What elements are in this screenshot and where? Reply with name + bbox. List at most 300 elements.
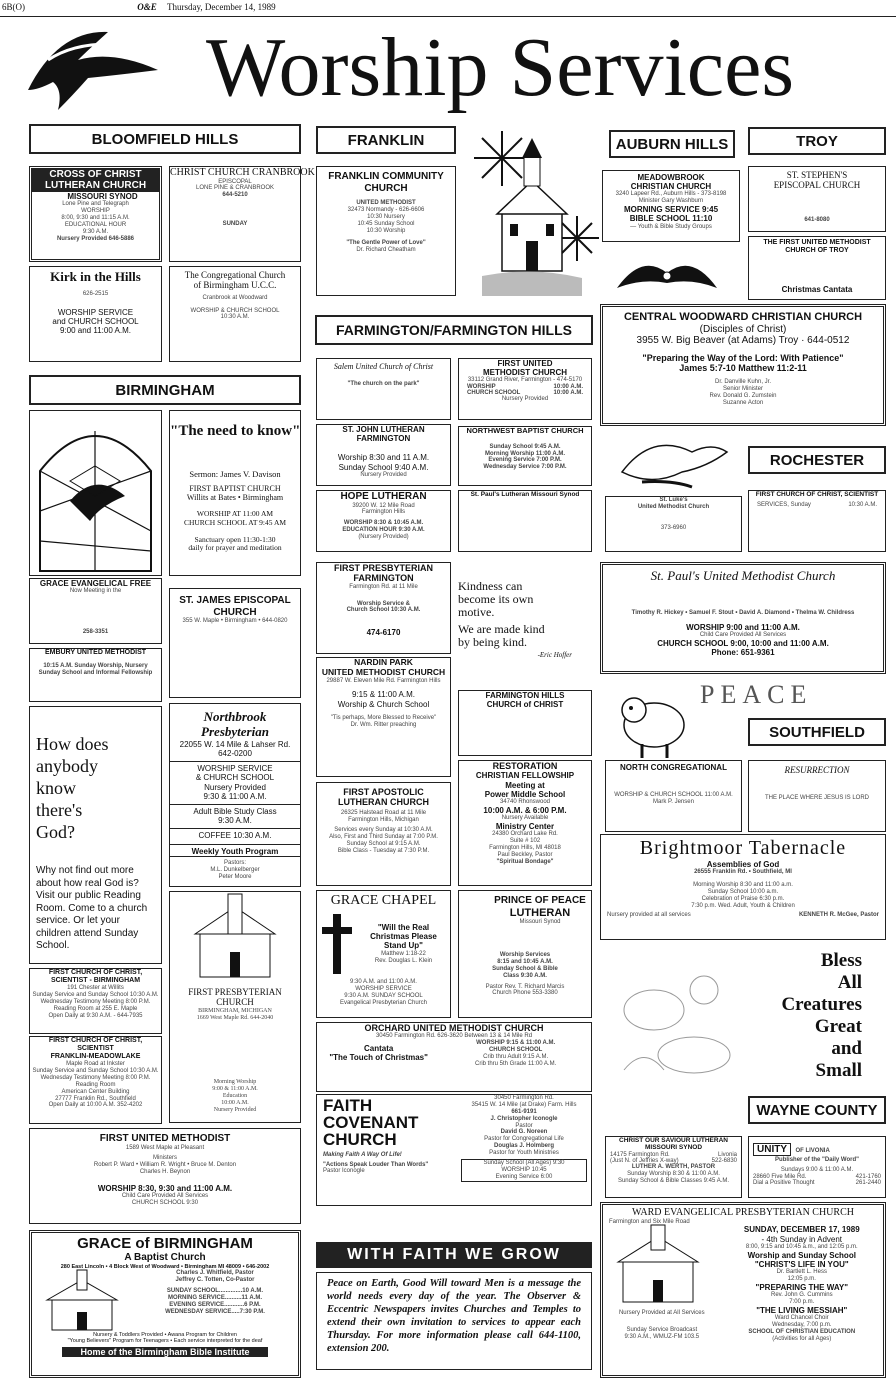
nardin-addr: 29887 W. Eleven Mile Rd. Farmington Hills [326, 677, 441, 684]
st-pauls-mo-name: St. Paul's Lutheran Missouri Synod [470, 491, 580, 498]
grace-chapel-ad [316, 890, 451, 1018]
ward-nursery: Nursery Provided at All Services [618, 1310, 705, 1317]
nardin-name2: UNITED METHODIST CHURCH [321, 666, 446, 677]
troy-umc-name: THE FIRST UNITED METHODIST [763, 239, 871, 246]
ward-t3: 7:00 p.m. [789, 1298, 815, 1305]
oumc-name: ORCHARD UNITED METHODIST CHURCH [364, 1023, 544, 1033]
fcs-roch-l1: SERVICES, Sunday [757, 502, 811, 509]
fumcb-l2: Child Care Provided All Services [121, 1193, 209, 1200]
how-does-ad [29, 706, 162, 964]
gob-p1: Charles J. Whitfield, Pastor [176, 1270, 254, 1277]
rcf-name2: CHRISTIAN FELLOWSHIP [475, 771, 575, 781]
ward-l1: Worship and Sunday School [747, 1250, 856, 1260]
cw-min2: Rev. Donald G. Zumstein [709, 393, 777, 400]
fcs-roch-row [749, 498, 885, 508]
first-umc-troy-ad [748, 236, 886, 300]
oumc-cantata: Cantata [363, 1044, 394, 1054]
cw-min3: Suzanne Acton [722, 400, 764, 406]
gef-addr: Now Meeting in the [69, 588, 122, 595]
kindness-l2: become its own [458, 592, 534, 606]
fumc-farm-addr: 33112 Grand River, Farmington - 474-5170 [467, 377, 583, 384]
embury-umc-ad [29, 648, 162, 702]
oumc-l3: Crib thru Adult 9:15 A.M. [483, 1054, 549, 1061]
farmington-hills-coc-ad [458, 690, 592, 756]
kirk-in-hills-ad [29, 266, 162, 362]
page-ref: 6B(O) [2, 2, 25, 12]
fsf-l5: 27777 Franklin Rd., Southfield [55, 1095, 136, 1102]
spumc-l2: Child Care Provided All Services [699, 632, 787, 639]
st-stephens-name: ST. STEPHEN'S [786, 170, 848, 180]
congr-name: The Congregational Church [184, 270, 286, 280]
ward-t2: 12:05 p.m. [787, 1275, 816, 1282]
nb-phone: 642-0200 [218, 749, 252, 759]
oumc-l4: Crib thru 5th Grade 11:00 A.M. [475, 1060, 557, 1067]
gc-quote3: Stand Up" [384, 941, 423, 951]
pp-l1: Worship Services [499, 952, 551, 959]
how-l3: know [36, 778, 76, 798]
meadowbrook-name: MEADOWBROOK [637, 173, 705, 182]
rcf-addr: 34740 Rhonswood [499, 798, 551, 805]
franklin-l2: 10:45 Sunday School [357, 220, 415, 227]
bt-l4: 7:30 p.m. Wed. Adult, Youth & Children [691, 902, 795, 909]
bt-name: Brightmoor Tabernacle [639, 837, 847, 859]
meadowbrook-l3: — Youth & Bible Study Groups [630, 223, 712, 230]
st-john-name2: FARMINGTON [356, 434, 411, 444]
kirk-phone: 626-2515 [82, 290, 109, 297]
franklin-denom: UNITED METHODIST [356, 200, 416, 206]
st-lukes-ad [605, 496, 742, 552]
spumc-l1: WORSHIP 9:00 and 11:00 A.M. [686, 622, 800, 632]
gc-l2: WORSHIP SERVICE [355, 985, 412, 992]
church-building-illustration [170, 892, 300, 982]
ward-t1: 8:00, 9:15 and 10:45 a.m., and 12:05 p.m. [745, 1243, 858, 1250]
nb-l2: & CHURCH SCHOOL [195, 773, 275, 783]
gc-name: GRACE CHAPEL [330, 893, 437, 908]
chapel-illustration [32, 1270, 132, 1332]
cross-addr: Lone Pine and Telegraph [62, 201, 129, 208]
nc-name: NORTH CONGREGATIONAL [620, 763, 727, 772]
ward-q2: "PREPARING THE WAY" [755, 1282, 849, 1292]
how-l1: How does [36, 734, 109, 754]
st-stephens-phone: 641-8080 [804, 216, 830, 223]
gc-l3: 9:30 A.M. SUNDAY SCHOOL [344, 992, 423, 999]
fsb-l2: Wednesday Testimony Meeting 8:00 P.M. [40, 998, 151, 1005]
fumcb-names2: Charles H. Beynon [139, 1169, 191, 1176]
res-name: RESURRECTION [784, 765, 850, 775]
fumc-farm-l2: CHURCH SCHOOL [467, 390, 521, 397]
christ-cranbrook-ad [169, 166, 315, 262]
fpb-l1: Morning Worship [213, 1079, 257, 1086]
franklin-community-ad [316, 166, 456, 296]
nwb-l3: Evening Service 7:00 P.M. [488, 457, 562, 464]
how-l2: anybody [36, 756, 98, 776]
pp-name2: LUTHERAN [509, 906, 571, 919]
st-james-name: ST. JAMES EPISCOPAL [179, 595, 291, 606]
ward-radio2: 9:30 A.M., WMUZ-FM 103.5 [624, 1334, 700, 1341]
st-pauls-umc-ad [600, 562, 886, 674]
salem-ucc-ad [316, 358, 451, 420]
fc-p3: Douglas J. Holmberg [493, 1143, 554, 1150]
need-addr: Willits at Bates • Birmingham [186, 493, 284, 503]
bt-pastor: KENNETH R. McGee, Pastor [798, 911, 879, 918]
nb-l4: 9:30 & 11:00 A.M. [203, 791, 267, 801]
st-john-l3: Nursery Provided [360, 471, 407, 478]
bt-l5: Nursery provided at all services [607, 911, 691, 918]
stained-glass-illustration [29, 410, 162, 576]
oumc-l2: CHURCH SCHOOL [488, 1047, 543, 1054]
section-bloomfield: BLOOMFIELD HILLS [29, 124, 301, 154]
kindness-l1: Kindness can [458, 579, 523, 593]
fc-p2: David G. Noreen [500, 1129, 548, 1136]
st-stephens-ad [748, 166, 886, 232]
fumcb-names: Robert P. Ward • William R. Wright • Bruce M. Denton [93, 1162, 237, 1169]
salem-name: Salem United Church of Christ [333, 362, 434, 371]
troy-umc-cantata: Christmas Cantata [781, 285, 853, 295]
fumcb-min: Ministers [152, 1155, 177, 1162]
fpf-phone: 474-6170 [366, 628, 401, 638]
meadowbrook-ad [602, 170, 740, 242]
nwb-l1: Sunday School 9:45 A.M. [489, 443, 561, 450]
fumcb-addr: 1589 West Maple at Pleasant [125, 1144, 205, 1151]
cross-worship: WORSHIP [81, 208, 110, 215]
gob-addr: 280 East Lincoln • 4 Block West of Woodward • Birmingham MI 48009 • 646-2002 [60, 1263, 270, 1270]
dove-illustration [612, 432, 732, 492]
bt-addr: 26555 Franklin Rd. • Southfield, MI [694, 869, 792, 876]
nwb-l4: Wednesday Service 7:00 P.M. [483, 464, 567, 471]
congr-addr: Cranbrook at Woodward [202, 294, 268, 301]
unity-l2: 28660 Five Mile Rd. [753, 1173, 807, 1180]
kirk-line3: 9:00 and 11:00 A.M. [59, 326, 131, 336]
cross-icon [317, 909, 357, 979]
st-pauls-missouri-ad [458, 490, 592, 552]
hope-addr: 39200 W. 12 Mile Road [352, 502, 415, 509]
faith-grow-banner: WITH FAITH WE GROW [316, 1242, 592, 1268]
northbrook-ad [169, 703, 301, 887]
cos-synod: MISSOURI SYNOD [644, 1144, 703, 1152]
st-lukes-phone: 373-6960 [660, 524, 687, 531]
fpb-addr2: 1669 West Maple Rd. 644-2040 [196, 1014, 274, 1021]
rcf-l5: Ministry Center [495, 821, 555, 831]
fpb-l4: 10:00 A.M. [221, 1100, 249, 1107]
first-presby-bham-ad [169, 891, 301, 1123]
fal-l4: Bible Class - Tuesday at 7:30 P.M. [337, 848, 430, 855]
restoration-ad [458, 760, 592, 886]
fsb-addr: 191 Chester at Willits [67, 985, 124, 992]
st-john-l1: Worship 8:30 and 11 A.M. [337, 453, 430, 463]
meadowbrook-addr: 3240 Lapeer Rd., Auburn Hills - 373-8198 [615, 191, 727, 198]
rcf-l8: Farmington Hills, MI 48018 [489, 844, 561, 851]
fsb-name: FIRST CHURCH OF CHRIST, [48, 969, 143, 976]
need-quote: "The need to know" [170, 423, 301, 439]
nc-pastor: Mark P. Jensen [653, 799, 694, 806]
fhcoc-name2: CHURCH of CHRIST [486, 700, 564, 710]
cw-sermon: "Preparing the Way of the Lord: With Patience" [642, 352, 844, 363]
fc-s1: Sunday School (All Ages) 9:30 [483, 1160, 565, 1167]
oumc-l1: WORSHIP 9:15 & 11:00 A.M. [476, 1040, 556, 1047]
fal-city: Farmington Hills, Michigan [348, 816, 419, 823]
rcf-l7: Suite # 102 [509, 837, 541, 844]
fumc-farm-t1: 10:00 A.M. [553, 384, 583, 391]
section-troy: TROY [748, 127, 886, 155]
pp-l4: Class 9:30 A.M. [503, 972, 547, 979]
fpb-l2: 9:00 & 11:00 A.M. [212, 1086, 258, 1093]
fc-motto: Making Faith A Way Of Life! [323, 1152, 402, 1158]
cw-min1: Dr. Danville Kuhn, Jr. [714, 379, 772, 386]
congregational-ad [169, 266, 301, 362]
fumcb-l1: WORSHIP 8:30, 9:30 and 11:00 A.M. [97, 1184, 233, 1194]
christ-our-saviour-ad [605, 1136, 742, 1198]
kindness-l3: motive. [458, 605, 495, 619]
nardin-park-ad [316, 657, 451, 777]
fpf-name2: FARMINGTON [353, 573, 414, 584]
fpb-name: FIRST PRESBYTERIAN [188, 987, 282, 997]
emb-l2: Sunday School and Informal Fellowship [38, 669, 153, 676]
gc-quote: "Will the Real [377, 923, 430, 933]
nb-name2: Presbyterian [201, 723, 269, 739]
st-john-l2: Sunday School 9:40 A.M. [338, 462, 429, 472]
church-snowflake-illustration [462, 126, 602, 306]
nb-addr: 22055 W. 14 Mile & Lahser Rd. [179, 739, 291, 749]
ward-adv: - 4th Sunday in Advent [761, 1234, 843, 1244]
fc-p1r: Pastor [515, 1122, 533, 1129]
spumc-phone: Phone: 651-9361 [711, 648, 775, 658]
paper-name: O&E [137, 2, 157, 12]
bless-l3: Creatures [781, 994, 862, 1015]
salem-quote: "The church on the park" [347, 381, 420, 388]
date-line: Thursday, December 14, 1989 [167, 2, 276, 12]
fpf-name: FIRST PRESBYTERIAN [333, 563, 433, 573]
fpb-addr: BIRMINGHAM, MICHIGAN [198, 1007, 272, 1014]
fumcb-l3: CHURCH SCHOOL 9:30 [131, 1200, 199, 1207]
bt-footer [601, 910, 885, 918]
bt-l2: Sunday School 10:00 a.m. [707, 888, 779, 895]
how-l5: God? [36, 822, 75, 842]
cranbrook-sunday: SUNDAY [222, 221, 248, 228]
ward-l5: (Activities for all Ages) [772, 1335, 832, 1342]
grace-of-birmingham-ad [29, 1230, 301, 1378]
brightmoor-ad [600, 834, 886, 940]
first-umc-bham-ad [29, 1128, 301, 1224]
cranbrook-phone: 644-5210 [222, 192, 248, 199]
cos-pastor: LUTHER A. WERTH, PASTOR [631, 1163, 716, 1170]
nb-l9: Pastors: [223, 859, 246, 866]
grace-ev-free-ad [29, 578, 162, 644]
franklin-quote: "The Gentle Power of Love" [346, 240, 426, 247]
gc-pastor: Rev. Douglas L. Klein [374, 957, 433, 964]
congr-line1: WORSHIP & CHURCH SCHOOL [190, 307, 280, 314]
nc-l1: WORSHIP & CHURCH SCHOOL 11:00 A.M. [614, 792, 733, 799]
gob-home: Home of the Birmingham Bible Institute [62, 1347, 268, 1357]
fumc-farm-name2: METHODIST CHURCH [483, 368, 567, 378]
nb-l7: COFFEE 10:30 A.M. [198, 831, 272, 841]
need-l2: CHURCH SCHOOL AT 9:45 AM [183, 518, 287, 528]
rcf-l9: Paul Beckley, Pastor [497, 851, 553, 858]
unity-sub: Publisher of the "Daily Word" [775, 1157, 859, 1163]
troy-umc-name2: CHURCH OF TROY [785, 247, 849, 255]
fsb-l3: Reading Room at 255 E. Maple [53, 1005, 138, 1012]
nardin-quote: "Tis perhaps, More Blessed to Receive" [330, 714, 437, 721]
cw-name: CENTRAL WOODWARD CHRISTIAN CHURCH [623, 311, 863, 323]
section-southfield: SOUTHFIELD [748, 718, 886, 746]
nwb-name: NORTHWEST BAPTIST CHURCH [466, 426, 584, 435]
fc-p3r: Pastor for Youth Ministries [489, 1150, 559, 1157]
cranbrook-name: CHRIST CHURCH CRANBROOK [170, 167, 315, 178]
ward-l2: Ward Chancel Choir [774, 1314, 829, 1321]
fumc-farm-l1: WORSHIP [467, 384, 496, 391]
nardin-pastor: Dr. Wm. Ritter preaching [350, 721, 417, 728]
gob-l2: MORNING SERVICE..........11 A.M. [167, 1294, 263, 1301]
fsf-l1: Sunday Service and Sunday School 10:30 A.M. [32, 1068, 159, 1075]
pp-pastor: Pastor Rev. T. Richard Marcis [485, 983, 565, 990]
nb-l1: WORSHIP SERVICE [197, 764, 273, 774]
franklin-addr: 32473 Normandy - 626-6606 [347, 206, 425, 213]
nwb-l2: Morning Worship 11:00 A.M. [484, 450, 565, 457]
need-l3: Sanctuary open 11:30-1:30 [194, 534, 276, 544]
north-congregational-ad [605, 760, 742, 832]
gc-l1: 9:30 A.M. and 11:00 A.M. [350, 979, 417, 986]
peace-word: PEACE [700, 680, 813, 709]
fsf-name2: SCIENTIST [77, 1045, 114, 1053]
gc-quote2: Christmas Please [370, 932, 437, 942]
cross-of-christ-name: CROSS OF CHRIST LUTHERAN CHURCH [32, 169, 159, 192]
fal-name: FIRST APOSTOLIC [343, 787, 424, 797]
rcf-l1: Meeting at [505, 780, 545, 790]
fc-addr: 30450 Farmington Rd. [494, 1095, 554, 1101]
fal-l3: Sunday School at 9:15 A.M. [346, 841, 421, 848]
dove-logo [18, 20, 168, 112]
st-john-name: ST. JOHN LUTHERAN [342, 425, 425, 434]
page-title: Worship Services [205, 21, 795, 114]
kirk-line1: WORSHIP SERVICE [57, 307, 134, 317]
need-l4: daily for prayer and meditation [188, 543, 282, 553]
nb-l11: Peter Moore [218, 873, 252, 880]
franklin-pastor: Dr. Richard Cheatham [356, 247, 416, 254]
pp-synod: Missouri Synod [519, 919, 561, 926]
cos-city: Livonia [717, 1151, 737, 1158]
unity-l3: Dial a Positive Thought [753, 1179, 815, 1186]
resurrection-ad [748, 760, 886, 832]
ward-l4: SCHOOL OF CHRISTIAN EDUCATION [748, 1328, 856, 1335]
ward-presbyterian-ad [600, 1202, 886, 1378]
bless-l6: Small [815, 1060, 862, 1081]
cos-l2: Sunday School & Bible Classes 9:45 A.M. [617, 1177, 730, 1184]
cross-times: 8:00, 9:30 and 11:15 A.M. [61, 214, 130, 221]
ward-addr: Farmington and Six Mile Road [609, 1218, 690, 1225]
ward-church-illustration [603, 1225, 713, 1305]
cos-addr: 14175 Farmington Rd. [610, 1151, 670, 1158]
fal-l2: Also, First and Third Sunday at 7:00 P.M. [329, 834, 438, 841]
section-wayne: WAYNE COUNTY [748, 1096, 886, 1124]
fc-s3: Evening Service 6:00 [495, 1173, 553, 1180]
unity-l1: Sundays 9:00 & 11:00 A.M. [780, 1166, 854, 1173]
hope-l1: WORSHIP 8:30 & 10:45 A.M. [343, 520, 424, 527]
gc-l4: Evangelical Presbyterian Church [339, 999, 428, 1006]
fc-name1: FAITH [323, 1096, 373, 1115]
bt-l3: Celebration of Praise 6:30 p.m. [701, 895, 785, 902]
hope-name: HOPE LUTHERAN [340, 491, 427, 502]
pp-name: PRINCE OF PEACE [494, 895, 586, 906]
northwest-baptist-ad [458, 426, 592, 486]
ward-name: WARD EVANGELICAL PRESBYTERIAN CHURCH [632, 1207, 854, 1218]
animals-illustration [604, 950, 744, 1090]
fumc-farm-name: FIRST UNITED [497, 359, 553, 368]
faith-covenant-ad [316, 1094, 592, 1206]
fal-addr: 26325 Halstead Road at 11 Mile [340, 809, 427, 816]
fsf-name3: FRANKLIN-MEADOWLAKE [50, 1053, 141, 1061]
congr-line2: 10:30 A.M. [220, 314, 250, 321]
st-lukes-name: St. Luke's [659, 497, 688, 503]
nardin-l1: Worship & Church School [337, 699, 430, 709]
faith-grow-msg: Peace on Earth, Good Will toward Men is a message the world needs every day of the year. The Observer & Eccentric Newspapers invites Churches and Temples to extend their own invitation to services to appear each Thursday. For more information please call 644-1100, extension 200. [327, 1278, 581, 1354]
cos-addr2: (Just N. of Jeffries X-way) [610, 1157, 679, 1164]
nb-l10: M.L. Dunkelberger [210, 866, 260, 873]
bless-l5: and [831, 1038, 862, 1059]
cos-l1: Sunday Worship 8:30 & 11:00 A.M. [627, 1170, 720, 1177]
ward-q3: "THE LIVING MESSIAH" [756, 1305, 848, 1315]
fc-name2: COVENANT [323, 1113, 419, 1132]
st-lukes-name2: United Methodist Church [637, 503, 710, 510]
nb-l5: Adult Bible Study Class [193, 807, 277, 816]
fpf-l1: Worship Service & [357, 600, 410, 607]
unity-p2: 261-2440 [855, 1179, 881, 1186]
hope-l2: EDUCATION HOUR 9:30 A.M. [342, 527, 425, 534]
kirk-name: Kirk in the Hills [50, 269, 141, 284]
rcf-name: RESTORATION [492, 761, 558, 771]
cos-name: CHRIST OUR SAVIOUR LUTHERAN [619, 1137, 728, 1144]
section-rochester: ROCHESTER [748, 446, 886, 474]
cw-verse: James 5:7-10 Matthew 11:2-11 [679, 362, 807, 373]
cranbrook-denom: EPISCOPAL [218, 178, 252, 185]
fumc-farm-t2: 10:00 A.M. [553, 390, 583, 397]
franklin-l1: 10:30 Nursery [367, 213, 405, 220]
gc-ref: Matthew 1:18-22 [381, 950, 426, 957]
nb-l3: Nursery Provided [204, 782, 266, 792]
rcf-l3: 10:00 A.M. & 6:00 P.M. [483, 805, 567, 815]
hope-l3: (Nursery Provided) [358, 534, 409, 541]
section-franklin: FRANKLIN [316, 126, 456, 154]
cross-synod: MISSOURI SYNOD [67, 192, 138, 201]
pp-l3: Sunday School & Bible [492, 965, 558, 972]
ward-p2: Rev. John G. Cummins [771, 1292, 833, 1298]
cw-addr: 3955 W. Big Beaver (at Adams) Troy · 644-0512 [636, 335, 850, 347]
bless-l2: All [837, 972, 862, 993]
cranbrook-addr: LONE PINE & CRANBROOK [195, 185, 275, 192]
franklin-l3: 10:30 Worship [366, 227, 406, 234]
fsf-l6: Open Daily at 10:00 A.M. 352-4202 [48, 1102, 143, 1109]
fpf-l2: Church School 10:30 A.M. [346, 607, 421, 614]
spumc-names: Timothy R. Hickey • Samuel F. Stout • David A. Diamond • Thelma W. Childress [631, 609, 855, 616]
need-sermon: Sermon: James V. Davison [189, 469, 281, 480]
how-p1: Why not find out more about how real God is? Visit our public Reading Room. Come to a church service. Or let your children attend Sunday School. [36, 865, 148, 951]
bt-denom: Assemblies of God [706, 860, 780, 869]
fsb-l4: Open Daily at 9:30 A.M. - 644-7935 [48, 1012, 143, 1019]
oumc-addr: 30450 Farmington Rd. 626-3620 Between 13 & 14 Mile Rd [375, 1033, 533, 1040]
st-james-ad [169, 588, 301, 698]
need-l1: WORSHIP AT 11:00 AM [196, 509, 274, 519]
fc-p2r: Pastor for Congregational Life [484, 1136, 564, 1143]
bless-l1: Bless [820, 950, 862, 971]
fhcoc-name: FARMINGTON HILLS [485, 691, 565, 700]
gef-name: GRACE EVANGELICAL FREE [39, 579, 152, 588]
kindness-l4: We are made kind [458, 622, 545, 636]
unity-name2: OF LIVONIA [795, 1148, 830, 1154]
meadowbrook-minister: Minister Gary Washburn [638, 198, 704, 205]
st-james-name2: CHURCH [213, 606, 257, 618]
fumcb-name: FIRST UNITED METHODIST [99, 1133, 231, 1144]
fc-addr2: 35415 W. 14 Mile (at Drake) Farm. Hills [471, 1101, 577, 1108]
how-l4: there's [36, 800, 83, 820]
fsb-name2: SCIENTIST - BIRMINGHAM [50, 977, 141, 985]
